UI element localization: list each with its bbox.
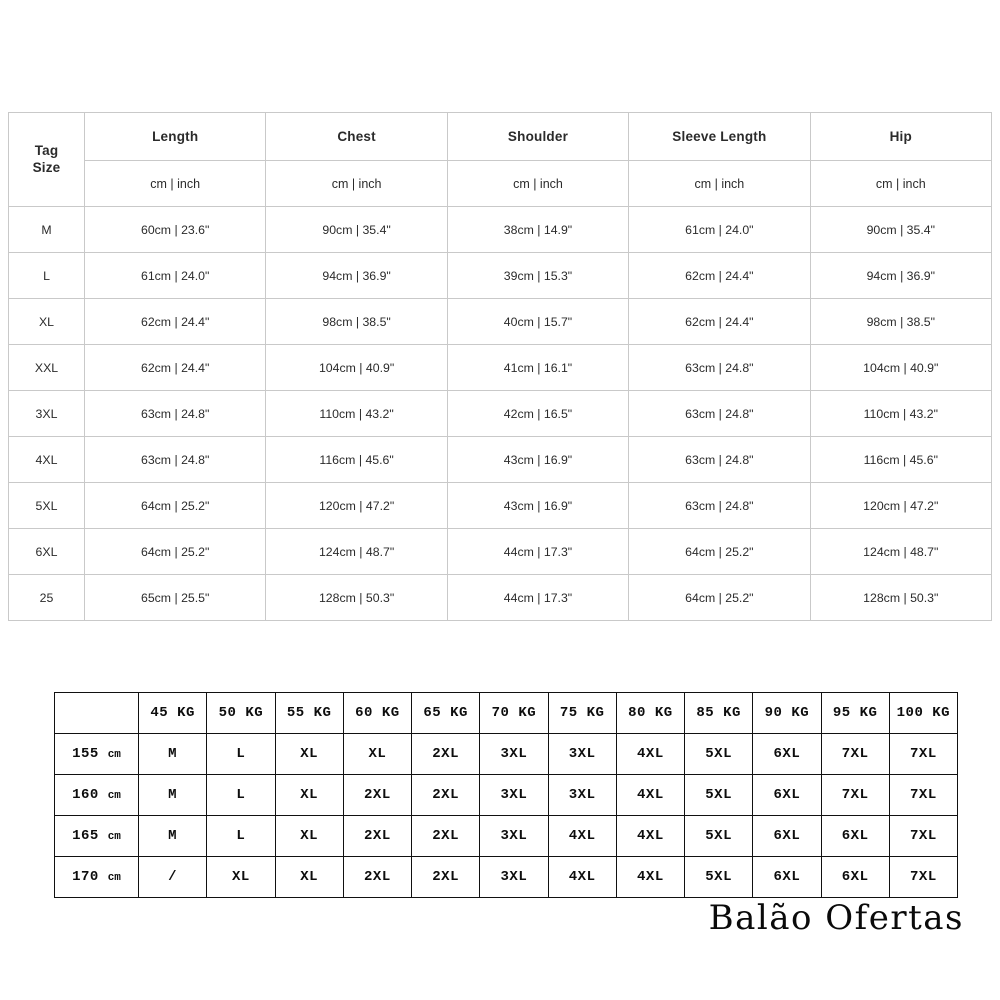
recommended-size-cell: 3XL [480,775,548,816]
cell-sleeve-length: 61cm | 24.0" [629,207,810,253]
recommended-size-cell: 2XL [343,816,411,857]
row-size-label: 3XL [9,391,85,437]
table-row [9,253,992,299]
recommended-size-cell: 6XL [753,857,821,898]
recommended-size-cell: XL [343,734,411,775]
weight-column-header: 75 KG [548,693,616,734]
cell-hip: 116cm | 45.6" [810,437,991,483]
brand-logo: Balão Ofertas [708,898,964,938]
table-row [9,575,992,621]
cell-sleeve-length: 64cm | 25.2" [629,575,810,621]
weight-column-header: 55 KG [275,693,343,734]
table-row [55,857,958,898]
recommended-size-cell: 3XL [548,775,616,816]
recommended-size-cell: 6XL [753,816,821,857]
table-row [9,483,992,529]
recommended-size-cell: 5XL [685,775,753,816]
recommended-size-cell: XL [275,816,343,857]
height-row-header [55,857,139,898]
recommended-size-cell: 2XL [412,775,480,816]
height-weight-table [54,692,958,898]
weight-column-header: 100 KG [889,693,957,734]
cell-length: 63cm | 24.8" [85,437,266,483]
recommended-size-cell: 2XL [412,857,480,898]
table-row [55,775,958,816]
cell-chest: 120cm | 47.2" [266,483,447,529]
unit-label-length: cm | inch [85,161,266,207]
height-unit: cm [107,749,121,761]
height-unit: cm [107,790,121,802]
weight-column-header: 70 KG [480,693,548,734]
recommended-size-cell: 6XL [821,857,889,898]
cell-chest: 124cm | 48.7" [266,529,447,575]
unit-label-shoulder: cm | inch [447,161,628,207]
recommended-size-cell: 5XL [685,734,753,775]
cell-shoulder: 44cm | 17.3" [447,575,628,621]
cell-sleeve-length: 63cm | 24.8" [629,391,810,437]
cell-shoulder: 41cm | 16.1" [447,345,628,391]
height-value: 155 [72,746,99,762]
size-chart-table-container [8,112,992,621]
cell-shoulder: 43cm | 16.9" [447,483,628,529]
cell-shoulder: 38cm | 14.9" [447,207,628,253]
cell-length: 62cm | 24.4" [85,345,266,391]
height-value: 160 [72,787,99,803]
weight-column-header: 85 KG [685,693,753,734]
recommended-size-cell: 3XL [480,857,548,898]
recommended-size-cell: 4XL [548,816,616,857]
recommended-size-cell: 7XL [889,816,957,857]
recommended-size-cell: M [139,775,207,816]
row-size-label: 4XL [9,437,85,483]
recommended-size-cell: 2XL [343,857,411,898]
recommended-size-cell: XL [207,857,275,898]
cell-sleeve-length: 63cm | 24.8" [629,437,810,483]
cell-sleeve-length: 62cm | 24.4" [629,299,810,345]
recommended-size-cell: 3XL [548,734,616,775]
cell-hip: 90cm | 35.4" [810,207,991,253]
weight-column-header: 90 KG [753,693,821,734]
cell-chest: 110cm | 43.2" [266,391,447,437]
recommended-size-cell: 4XL [616,734,684,775]
table-header-row [9,113,992,161]
recommended-size-cell: 6XL [753,734,821,775]
cell-chest: 104cm | 40.9" [266,345,447,391]
recommended-size-cell: 5XL [685,857,753,898]
height-unit: cm [107,872,121,884]
tag-size-header [9,113,85,207]
recommended-size-cell: M [139,734,207,775]
recommended-size-cell: 3XL [480,816,548,857]
cell-length: 64cm | 25.2" [85,529,266,575]
row-size-label: 6XL [9,529,85,575]
cell-sleeve-length: 64cm | 25.2" [629,529,810,575]
table-row [9,529,992,575]
unit-label-sleeve-length: cm | inch [629,161,810,207]
column-header-length: Length [85,113,266,161]
row-size-label: 25 [9,575,85,621]
cell-chest: 116cm | 45.6" [266,437,447,483]
corner-cell [55,693,139,734]
size-chart-table [8,112,992,621]
cell-shoulder: 44cm | 17.3" [447,529,628,575]
cell-chest: 98cm | 38.5" [266,299,447,345]
column-header-chest: Chest [266,113,447,161]
cell-shoulder: 42cm | 16.5" [447,391,628,437]
recommended-size-cell: / [139,857,207,898]
column-header-sleeve-length: Sleeve Length [629,113,810,161]
recommended-size-cell: 3XL [480,734,548,775]
cell-hip: 94cm | 36.9" [810,253,991,299]
weight-header-row [55,693,958,734]
cell-hip: 110cm | 43.2" [810,391,991,437]
table-unit-row [9,161,992,207]
row-size-label: XL [9,299,85,345]
cell-length: 65cm | 25.5" [85,575,266,621]
recommended-size-cell: XL [275,775,343,816]
recommended-size-cell: 6XL [753,775,821,816]
recommended-size-cell: 7XL [821,775,889,816]
cell-chest: 94cm | 36.9" [266,253,447,299]
unit-label-hip: cm | inch [810,161,991,207]
cell-sleeve-length: 63cm | 24.8" [629,345,810,391]
cell-hip: 124cm | 48.7" [810,529,991,575]
row-size-label: L [9,253,85,299]
recommended-size-cell: 5XL [685,816,753,857]
cell-length: 62cm | 24.4" [85,299,266,345]
height-value: 165 [72,828,99,844]
cell-chest: 90cm | 35.4" [266,207,447,253]
weight-column-header: 80 KG [616,693,684,734]
recommended-size-cell: 2XL [412,734,480,775]
recommended-size-cell: L [207,775,275,816]
height-unit: cm [107,831,121,843]
row-size-label: M [9,207,85,253]
table-row [9,391,992,437]
cell-shoulder: 40cm | 15.7" [447,299,628,345]
recommended-size-cell: L [207,734,275,775]
height-row-header [55,734,139,775]
row-size-label: XXL [9,345,85,391]
column-header-hip: Hip [810,113,991,161]
height-weight-table-container [54,692,958,898]
table-row [55,816,958,857]
recommended-size-cell: 2XL [343,775,411,816]
table-row [9,437,992,483]
recommended-size-cell: 7XL [889,775,957,816]
recommended-size-cell: 4XL [548,857,616,898]
cell-sleeve-length: 62cm | 24.4" [629,253,810,299]
weight-column-header: 50 KG [207,693,275,734]
recommended-size-cell: 4XL [616,816,684,857]
cell-length: 61cm | 24.0" [85,253,266,299]
recommended-size-cell: M [139,816,207,857]
tag-size-header-line1: Tag [34,142,59,158]
weight-column-header: 65 KG [412,693,480,734]
recommended-size-cell: 7XL [889,734,957,775]
recommended-size-cell: 2XL [412,816,480,857]
cell-hip: 120cm | 47.2" [810,483,991,529]
recommended-size-cell: 4XL [616,775,684,816]
height-row-header [55,816,139,857]
recommended-size-cell: 4XL [616,857,684,898]
table-row [9,207,992,253]
recommended-size-cell: 6XL [821,816,889,857]
cell-chest: 128cm | 50.3" [266,575,447,621]
cell-length: 63cm | 24.8" [85,391,266,437]
weight-column-header: 45 KG [139,693,207,734]
recommended-size-cell: XL [275,857,343,898]
unit-label-chest: cm | inch [266,161,447,207]
table-row [9,345,992,391]
recommended-size-cell: XL [275,734,343,775]
cell-length: 64cm | 25.2" [85,483,266,529]
cell-shoulder: 39cm | 15.3" [447,253,628,299]
cell-shoulder: 43cm | 16.9" [447,437,628,483]
recommended-size-cell: 7XL [889,857,957,898]
recommended-size-cell: 7XL [821,734,889,775]
height-row-header [55,775,139,816]
column-header-shoulder: Shoulder [447,113,628,161]
table-row [55,734,958,775]
cell-hip: 104cm | 40.9" [810,345,991,391]
height-value: 170 [72,869,99,885]
weight-column-header: 60 KG [343,693,411,734]
cell-length: 60cm | 23.6" [85,207,266,253]
cell-hip: 98cm | 38.5" [810,299,991,345]
tag-size-header-line2: Size [32,159,61,175]
recommended-size-cell: L [207,816,275,857]
weight-column-header: 95 KG [821,693,889,734]
table-row [9,299,992,345]
row-size-label: 5XL [9,483,85,529]
cell-sleeve-length: 63cm | 24.8" [629,483,810,529]
cell-hip: 128cm | 50.3" [810,575,991,621]
